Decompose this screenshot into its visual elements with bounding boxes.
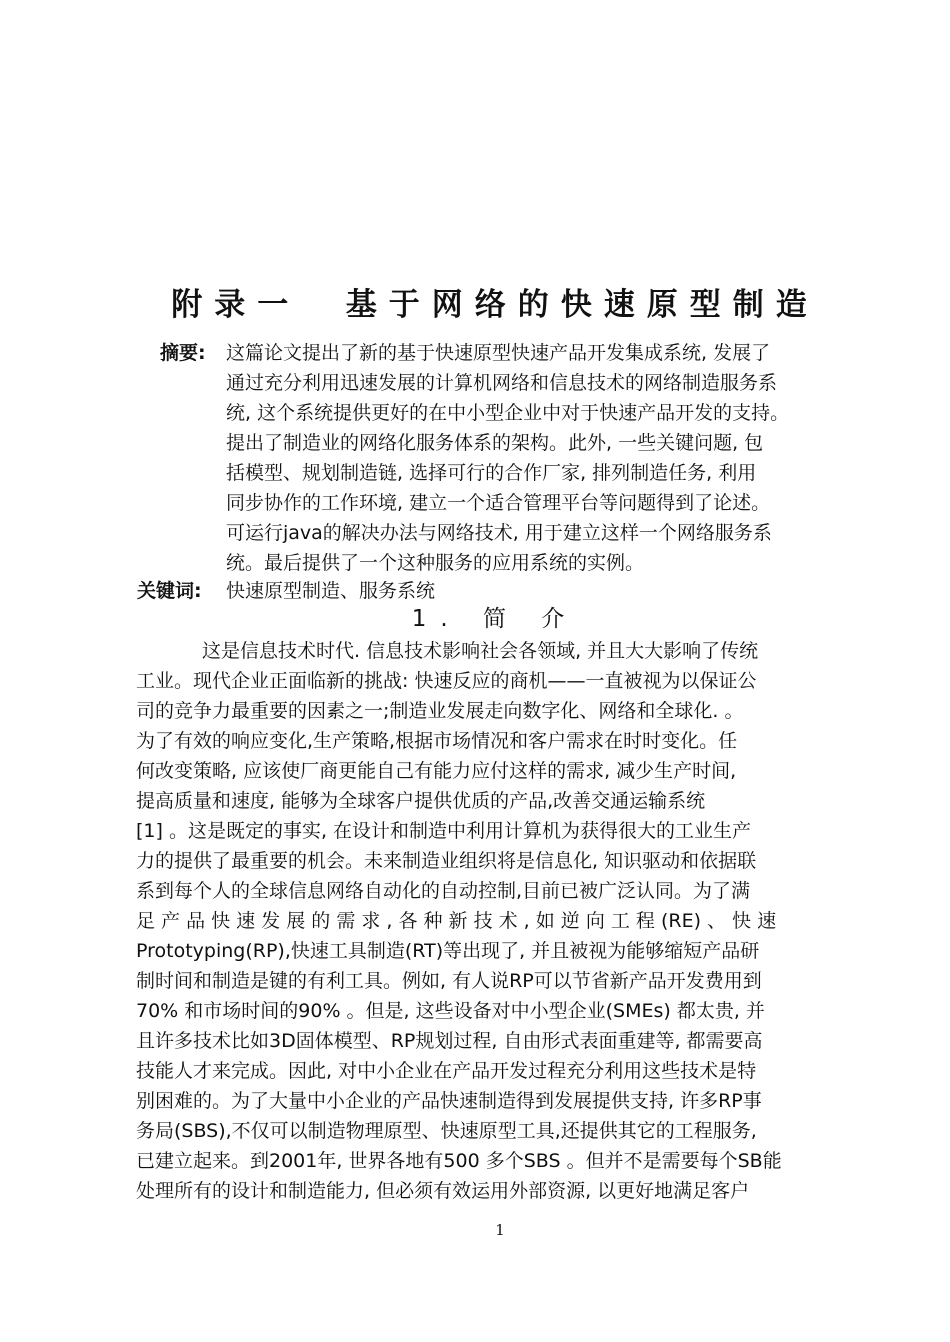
keywords-label: 关键词: xyxy=(137,580,202,602)
body-line: 且许多技术比如3D固体模型、RP规划过程, 自由形式表面重建等, 都需要高 xyxy=(136,1030,763,1052)
body-line: 提高质量和速度, 能够为全球客户提供优质的产品,改善交通运输系统 xyxy=(136,790,706,812)
body-line: 力的提供了最重要的机会。未来制造业组织将是信息化, 知识驱动和依据联 xyxy=(136,850,757,872)
abstract-line: 这篇论文提出了新的基于快速原型快速产品开发集成系统, 发展了 xyxy=(226,342,771,364)
abstract-body xyxy=(226,338,876,578)
body-line: 何改变策略, 应该使厂商更能自己有能力应付这样的需求, 减少生产时间, xyxy=(136,760,737,782)
body-line: 足 产 品 快 速 发 展 的 需 求 , 各 种 新 技 术 , 如 逆 向 工 程 (RE) 、 快 速 xyxy=(136,910,777,932)
body-line: 已建立起来。到2001年, 世界各地有500 多个SBS 。但并不是需要每个SB能 xyxy=(136,1150,782,1172)
body-line: 制时间和制造是键的有利工具。例如, 有人说RP可以节省新产品开发费用到 xyxy=(136,970,762,992)
abstract-line: 统, 这个系统提供更好的在中小型企业中对于快速产品开发的支持。 xyxy=(226,402,790,424)
abstract-line: 提出了制造业的网络化服务体系的架构。此外, 一些关键问题, 包 xyxy=(226,432,764,454)
body-line: 系到每个人的全球信息网络自动化的自动控制,目前已被广泛认同。为了满 xyxy=(136,880,751,902)
page-number: 1 xyxy=(495,1221,505,1239)
body-line: 工业。现代企业正面临新的挑战: 快速反应的商机——一直被视为以保证公 xyxy=(136,670,757,692)
body-line: 司的竞争力最重要的因素之一;制造业发展走向数字化、网络和全球化. 。 xyxy=(136,700,744,722)
section-heading: 1. 简 介 xyxy=(411,606,579,632)
body-line: 这是信息技术时代. 信息技术影响社会各领域, 并且大大影响了传统 xyxy=(202,640,759,662)
body-line: 70% 和市场时间的90% 。但是, 这些设备对中小型企业(SMEs) 都太贵, 并 xyxy=(136,1000,765,1022)
abstract-line: 统。最后提供了一个这种服务的应用系统的实例。 xyxy=(226,552,645,574)
abstract-line: 同步协作的工作环境, 建立一个适合管理平台等问题得到了论述。 xyxy=(226,492,771,514)
body-line: 为了有效的响应变化,生产策略,根据市场情况和客户需求在时时变化。任 xyxy=(136,730,738,752)
body-line: 技能人才来完成。因此, 对中小企业在产品开发过程充分利用这些技术是特 xyxy=(136,1060,757,1082)
body-line: 处理所有的设计和制造能力, 但必须有效运用外部资源, 以更好地满足客户 xyxy=(136,1180,750,1202)
body-line: 别困难的。为了大量中小企业的产品快速制造得到发展提供支持, 许多RP事 xyxy=(136,1090,762,1112)
body-line: 务局(SBS),不仅可以制造物理原型、快速原型工具,还提供其它的工程服务, xyxy=(136,1120,757,1142)
abstract-line: 通过充分利用迅速发展的计算机网络和信息技术的网络制造服务系 xyxy=(226,372,778,394)
abstract-label: 摘要: xyxy=(160,342,206,364)
body-line: Prototyping(RP),快速工具制造(RT)等出现了, 并且被视为能够缩短产品研 xyxy=(136,940,760,962)
abstract-line: 可运行java的解决办法与网络技术, 用于建立这样一个网络服务系 xyxy=(226,522,772,544)
appendix-title: 附录一 基于网络的快速原型制造 xyxy=(171,287,819,323)
body-paragraph xyxy=(136,636,871,1206)
body-line: [1] 。这是既定的事实, 在设计和制造中利用计算机为获得很大的工业生产 xyxy=(136,820,752,842)
keywords-text: 快速原型制造、服务系统 xyxy=(226,580,436,602)
abstract-line: 括模型、规划制造链, 选择可行的合作厂家, 排列制造任务, 利用 xyxy=(226,462,757,484)
